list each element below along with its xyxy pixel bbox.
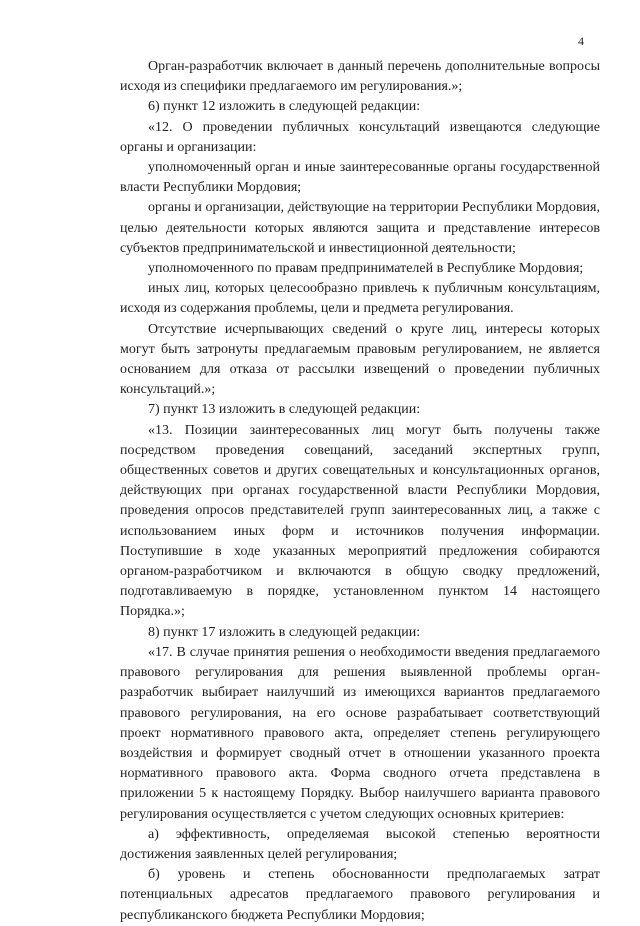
paragraph-clause-17: «17. В случае принятия решения о необходимости введения предлагаемого правового регулирования для решения выявленной проблемы орган-разработчик выбирает наилучший из имеющихся вариантов предлагаемого правового регулирования, на его основе разрабатывает соответствующий проект нормативного правового акта, определяет степень регулирующего воздействия и формирует сводный отчет в отношении указанного проекта нормативного правового акта. Форма сводного отчета представлена в приложении 5 к настоящему Порядку. Выбор наилучшего варианта правового регулирования осуществляется с учетом следующих основных критериев:: [120, 644, 600, 822]
paragraph-clause-12-organizations: органы и организации, действующие на территории Республики Мордовия, целью деятельности которых являются защита и представление интересов субъектов предпринимательской и инвестиционной деятельности;: [120, 200, 600, 256]
paragraph-intro-tail: Орган-разработчик включает в данный перечень дополнительные вопросы исходя из специфики предлагаемого им регулирования.»;: [120, 59, 600, 95]
paragraph-clause-12-absence: Отсутствие исчерпывающих сведений о круге лиц, интересы которых могут быть затронуты предлагаемым правовым регулированием, не является основанием для отказа от рассылки извещений о проведении публичных консультаций.»;: [120, 321, 600, 398]
paragraph-clause-12-other-persons: иных лиц, которых целесообразно привлечь к публичным консультациям, исходя из содержания проблемы, цели и предмета регулирования.: [120, 281, 600, 317]
paragraph-item-6: 6) пункт 12 изложить в следующей редакции:: [148, 99, 421, 115]
page-number: 4: [578, 34, 584, 48]
paragraph-item-8: 8) пункт 17 изложить в следующей редакции:: [148, 624, 421, 640]
document-body: [120, 57, 600, 926]
paragraph-clause-13: «13. Позиции заинтересованных лиц могут быть получены также посредством проведения совещаний, заседаний экспертных групп, общественных советов и других совещательных и консультационных органов, действующих при органах государственной власти Республики Мордовия, проведения опросов представителей групп заинтересованных лиц, а также с использованием иных форм и источников получения информации. Поступившие в ходе указанных мероприятий предложения собираются органом-разработчиком и включаются в общую сводку предложений, подготавливаемую в порядке, установленном пунктом 14 настоящего Порядка.»;: [120, 422, 600, 620]
paragraph-criterion-b: б) уровень и степень обоснованности предполагаемых затрат потенциальных адресатов предлагаемого правового регулирования и республиканского бюджета Республики Мордовия;: [120, 867, 600, 923]
paragraph-clause-12: «12. О проведении публичных консультаций извещаются следующие органы и организации:: [120, 119, 600, 155]
paragraph-clause-12-authorized-body: уполномоченный орган и иные заинтересованные органы государственной власти Республики Мордовия;: [120, 160, 600, 196]
paragraph-item-7: 7) пункт 13 изложить в следующей редакции:: [148, 402, 421, 418]
paragraph-criterion-a: а) эффективность, определяемая высокой степенью вероятности достижения заявленных целей регулирования;: [120, 826, 600, 862]
paragraph-clause-12-ombudsman: уполномоченного по правам предпринимателей в Республике Мордовия;: [148, 261, 584, 277]
